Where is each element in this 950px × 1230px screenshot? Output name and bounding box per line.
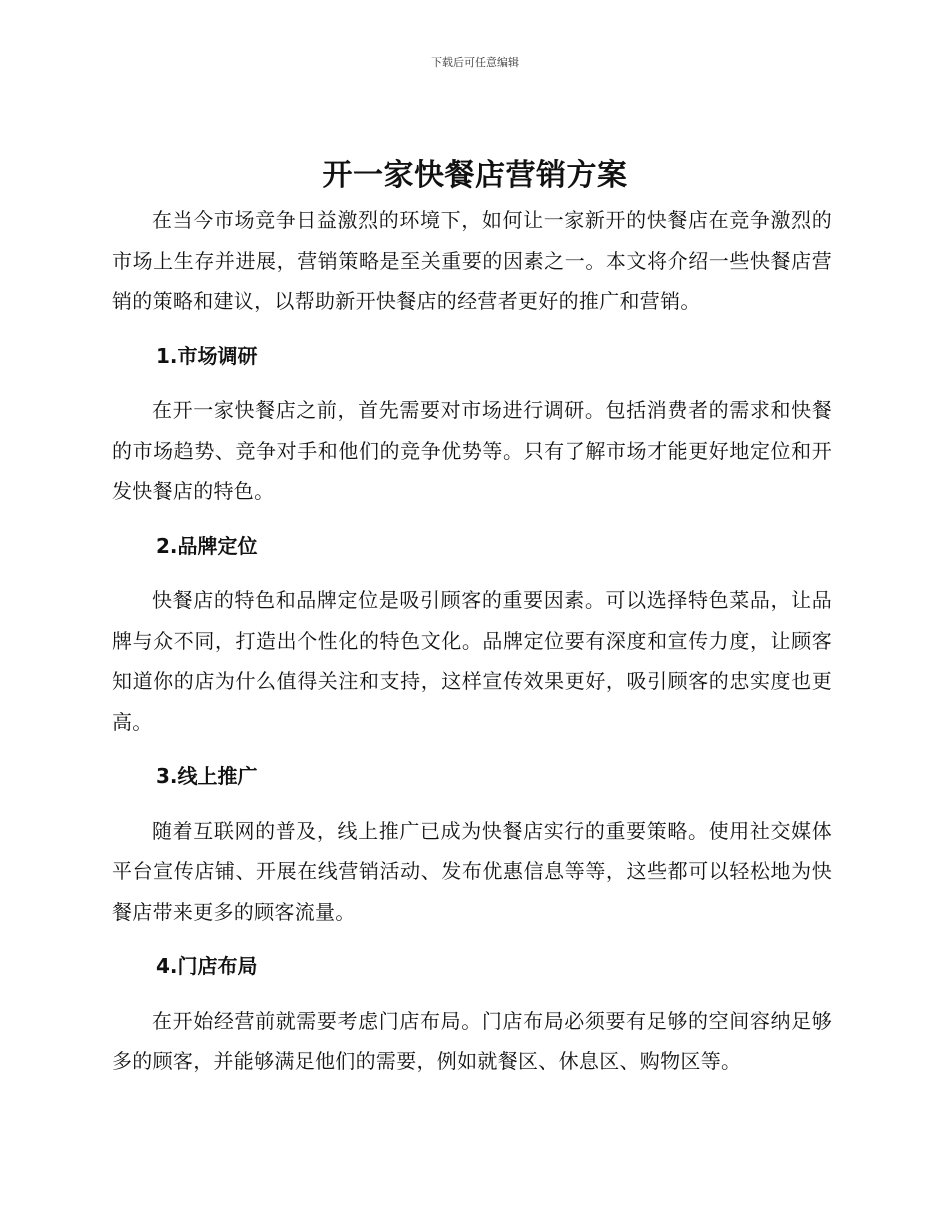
section-heading: 1.市场调研 <box>156 343 258 368</box>
section-online-promotion <box>112 756 832 932</box>
section-paragraph: 随着互联网的普及，线上推广已成为快餐店实行的重要策略。使用社交媒体平台宣传店铺、开展在线营销活动、发布优惠信息等等，这些都可以轻松地为快餐店带来更多的顾客流量。 <box>112 818 832 924</box>
document-title: 开一家快餐店营销方案 <box>322 158 628 193</box>
section-market-research <box>112 336 832 512</box>
section-heading: 2.品牌定位 <box>156 533 258 558</box>
section-brand-positioning <box>112 526 832 743</box>
section-paragraph: 快餐店的特色和品牌定位是吸引顾客的重要因素。可以选择特色菜品，让品牌与众不同，打造出个性化的特色文化。品牌定位要有深度和宣传力度，让顾客知道你的店为什么值得关注和支持，这样宣传效果更好，吸引顾客的忠实度也更高。 <box>112 588 832 734</box>
section-paragraph: 在开始经营前就需要考虑门店布局。门店布局必须要有足够的空间容纳足够多的顾客，并能够满足他们的需要，例如就餐区、休息区、购物区等。 <box>112 1008 832 1073</box>
section-heading: 3.线上推广 <box>156 764 258 788</box>
page-header-note: 下载后可任意编辑 <box>431 56 519 69</box>
section-store-layout <box>112 946 832 1082</box>
section-heading: 4.门店布局 <box>156 954 258 978</box>
intro-paragraph: 在当今市场竞争日益激烈的环境下，如何让一家新开的快餐店在竞争激烈的市场上生存并进展，营销策略是至关重要的因素之一。本文将介绍一些快餐店营销的策略和建议，以帮助新开快餐店的经营者更好的推广和营销。 <box>112 208 832 313</box>
document-body <box>112 200 832 1082</box>
section-paragraph: 在开一家快餐店之前，首先需要对市场进行调研。包括消费者的需求和快餐的市场趋势、竞争对手和他们的竞争优势等。只有了解市场才能更好地定位和开发快餐店的特色。 <box>112 398 832 503</box>
